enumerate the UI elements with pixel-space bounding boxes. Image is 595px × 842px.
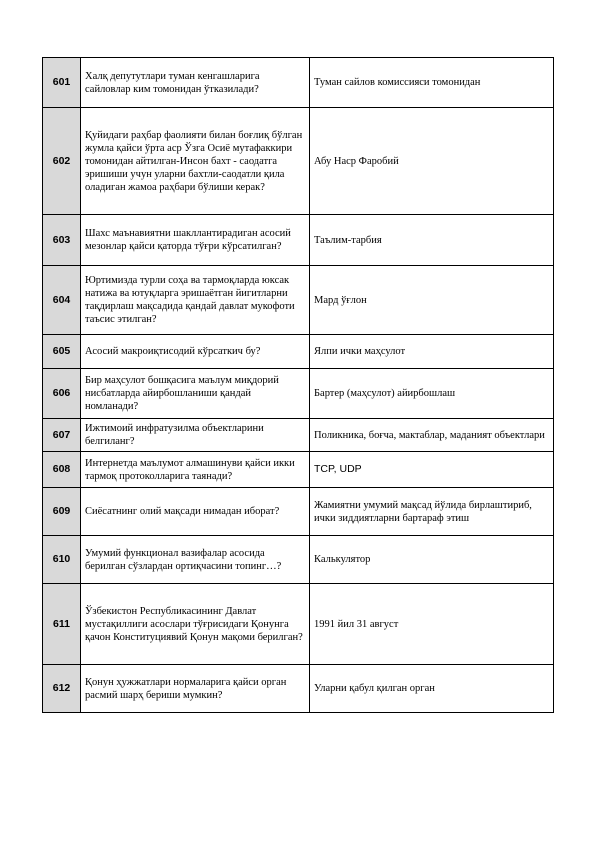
row-number: 610 [43, 536, 81, 584]
row-number: 611 [43, 584, 81, 665]
answer-cell: Уларни қабул қилган орган [310, 665, 554, 713]
answer-cell: Ялпи ички маҳсулот [310, 335, 554, 369]
answer-cell: Абу Наср Фаробий [310, 108, 554, 215]
table-row [43, 369, 554, 419]
answer-cell: Калькулятор [310, 536, 554, 584]
question-cell: Бир маҳсулот бошқасига маълум миқдорий нисбатларда айирбошланиши қандай номланади? [81, 369, 310, 419]
table-row [43, 215, 554, 266]
row-number: 601 [43, 58, 81, 108]
answer-cell: TCP, UDP [310, 452, 554, 488]
table-row [43, 266, 554, 335]
question-cell: Халқ депутутлари туман кенгашларига сайловлар ким томонидан ўтказилади? [81, 58, 310, 108]
row-number: 606 [43, 369, 81, 419]
row-number: 607 [43, 419, 81, 452]
answer-cell: Поликника, боғча, мактаблар, маданият объектлари [310, 419, 554, 452]
question-cell: Умумий функционал вазифалар асосида берилган сўзлардан ортиқчасини топинг…? [81, 536, 310, 584]
row-number: 602 [43, 108, 81, 215]
table-row [43, 108, 554, 215]
question-cell: Сиёсатнинг олий мақсади нимадан иборат? [81, 488, 310, 536]
question-cell: Қонун ҳужжатлари нормаларига қайси орган расмий шарҳ бериши мумкин? [81, 665, 310, 713]
question-cell: Интернетда маълумот алмашинуви қайси икки тармоқ протоколларига таянади? [81, 452, 310, 488]
qa-table [42, 57, 554, 713]
question-cell: Юртимизда турли соҳа ва тармоқларда юксак натижа ва ютуқларга эришаётган йигитларни тақдирлаш мақсадида қандай давлат мукофоти таъсис этилган? [81, 266, 310, 335]
row-number: 609 [43, 488, 81, 536]
table-row [43, 488, 554, 536]
question-cell: Ижтимоий инфратузилма объектларини белгиланг? [81, 419, 310, 452]
question-cell: Ўзбекистон Республикасининг Давлат мустақиллиги асослари тўғрисидаги Қонунга қачон Конституциявий Қонун мақоми берилган? [81, 584, 310, 665]
row-number: 608 [43, 452, 81, 488]
row-number: 604 [43, 266, 81, 335]
answer-cell: Бартер (маҳсулот) айирбошлаш [310, 369, 554, 419]
question-cell: Қуйидаги раҳбар фаолияти билан боғлиқ бўлган жумла қайси ўрта аср Ўзга Осиё мутафаккири томонидан айтилган-Инсон бахт - саодатга эришиши учун уларни бахтли-саодатли қила оладиган жамоа раҳбари бўлиши керак? [81, 108, 310, 215]
table-row [43, 584, 554, 665]
row-number: 612 [43, 665, 81, 713]
table-row [43, 665, 554, 713]
table-row [43, 419, 554, 452]
table-row [43, 536, 554, 584]
answer-cell: 1991 йил 31 август [310, 584, 554, 665]
question-cell: Шахс маънавиятни шакллантирадиган асосий мезонлар қайси қаторда тўғри кўрсатилган? [81, 215, 310, 266]
table-row [43, 335, 554, 369]
row-number: 605 [43, 335, 81, 369]
answer-cell: Таълим-тарбия [310, 215, 554, 266]
answer-cell: Жамиятни умумий мақсад йўлида бирлаштириб, ички зиддиятларни бартараф этиш [310, 488, 554, 536]
answer-cell: Туман сайлов комиссияси томонидан [310, 58, 554, 108]
question-cell: Асосий макроиқтисодий кўрсаткич бу? [81, 335, 310, 369]
row-number: 603 [43, 215, 81, 266]
table-row [43, 452, 554, 488]
answer-cell: Мард ўғлон [310, 266, 554, 335]
table-row [43, 58, 554, 108]
